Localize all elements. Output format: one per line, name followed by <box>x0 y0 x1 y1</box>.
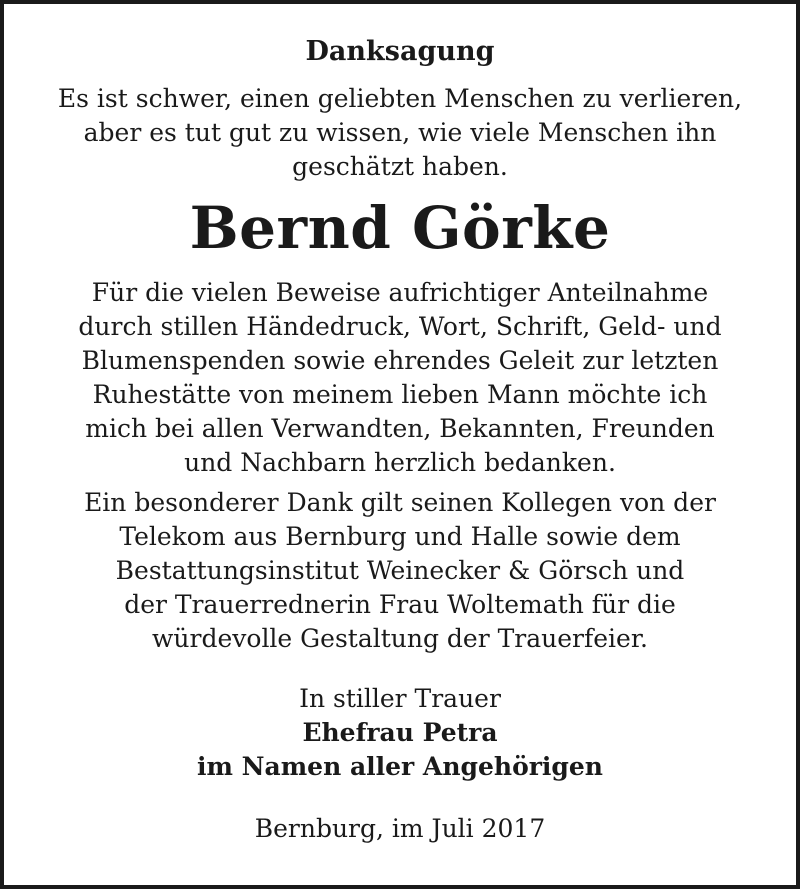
special-thanks-line-1: Ein besonderer Dank gilt seinen Kollegen von der <box>84 488 716 517</box>
signatory-family: im Namen aller Angehörigen <box>197 752 603 781</box>
thanks-line-3: Blumenspenden sowie ehrendes Geleit zur letzten <box>81 346 719 375</box>
thanks-line-1: Für die vielen Beweise aufrichtiger Anteilnahme <box>91 278 709 307</box>
heading: Danksagung <box>305 36 495 67</box>
special-thanks-line-5: würdevolle Gestaltung der Trauerfeier. <box>152 624 648 653</box>
intro-line-1: Es ist schwer, einen geliebten Menschen zu verlieren, <box>57 84 743 113</box>
thanks-line-5: mich bei allen Verwandten, Bekannten, Freunden <box>85 414 715 443</box>
special-thanks-line-3: Bestattungsinstitut Weinecker & Görsch und <box>115 556 685 585</box>
signatory-wife: Ehefrau Petra <box>302 718 498 747</box>
intro-line-2: aber es tut gut zu wissen, wie viele Menschen ihn <box>83 118 717 147</box>
thanks-line-4: Ruhestätte von meinem lieben Mann möchte ich <box>92 380 708 409</box>
deceased-name: Bernd Görke <box>189 194 611 262</box>
special-thanks-line-4: der Trauerrednerin Frau Woltemath für die <box>124 590 676 619</box>
intro-line-3: geschätzt haben. <box>292 152 508 181</box>
place-date: Bernburg, im Juli 2017 <box>254 814 546 843</box>
special-thanks-line-2: Telekom aus Bernburg und Halle sowie dem <box>119 522 681 551</box>
mourning-line: In stiller Trauer <box>299 684 501 713</box>
thanks-line-2: durch stillen Händedruck, Wort, Schrift, Geld- und <box>78 312 722 341</box>
thanks-line-6: und Nachbarn herzlich bedanken. <box>184 448 616 477</box>
